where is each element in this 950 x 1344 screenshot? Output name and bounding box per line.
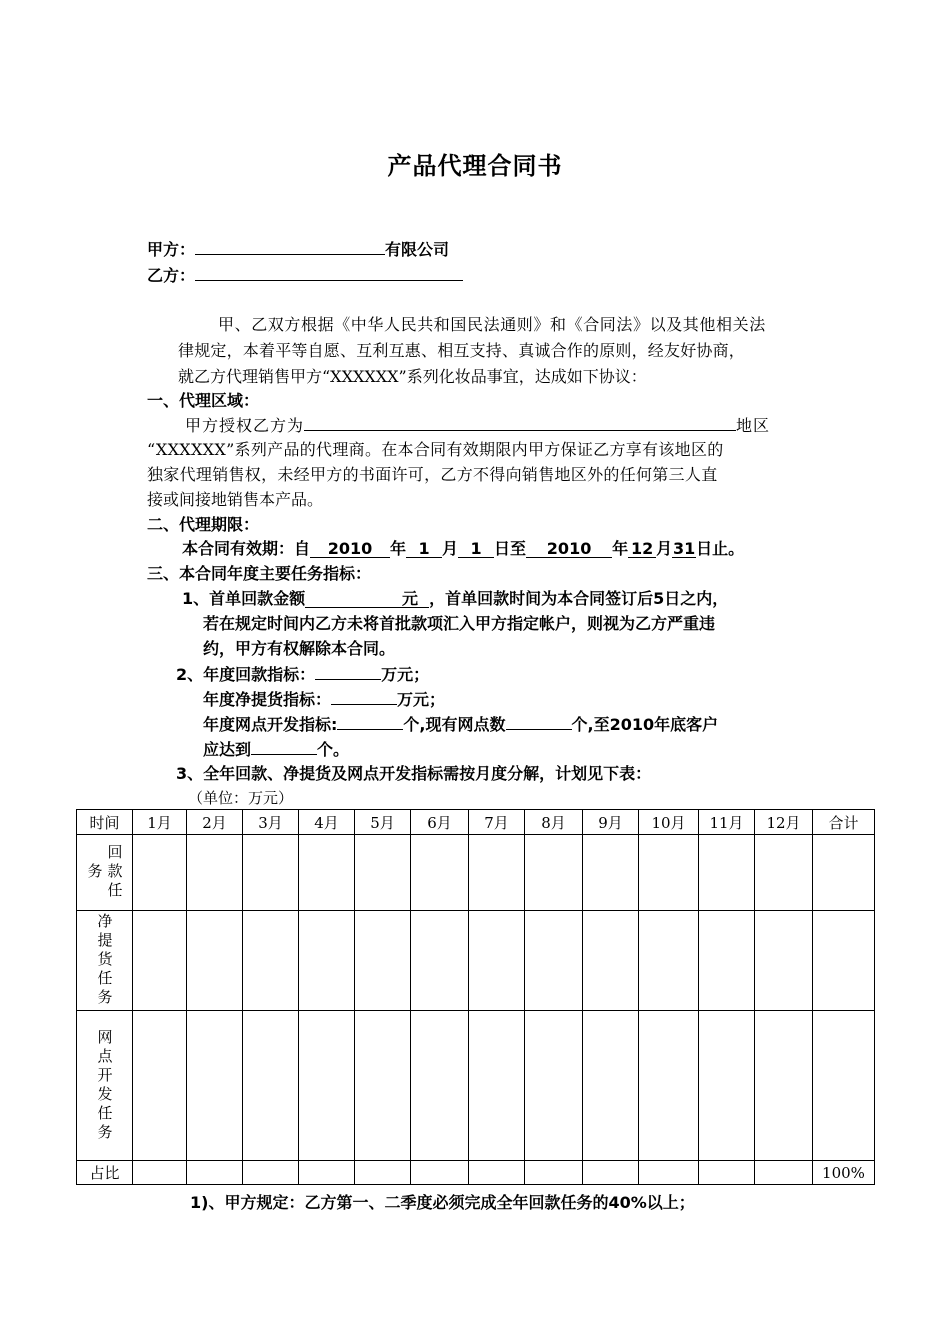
- table-cell[interactable]: [187, 1011, 243, 1161]
- table-cell[interactable]: [299, 911, 355, 1011]
- item1-line3: 约，甲方有权解除本合同。: [203, 639, 396, 658]
- header-month: 11月: [699, 810, 755, 835]
- item1-rest: ，首单回款时间为本合同签订后5日之内，: [429, 589, 729, 608]
- item2-line1: [176, 661, 429, 688]
- row-label: 占比: [77, 1161, 133, 1185]
- intro-line-1: 甲、乙双方根据《中华人民共和国民法通则》和《合同法》以及其他相关法: [218, 315, 766, 334]
- table-cell[interactable]: [355, 835, 411, 911]
- header-month: 10月: [639, 810, 699, 835]
- table-cell[interactable]: [813, 835, 875, 911]
- end-year[interactable]: 2010: [526, 539, 612, 558]
- party-b-line: [147, 262, 463, 289]
- row-label: [77, 1011, 133, 1161]
- header-month: 3月: [243, 810, 299, 835]
- table-cell[interactable]: [525, 911, 583, 1011]
- header-month: 9月: [583, 810, 639, 835]
- section1-heading: 一、代理区域：: [147, 391, 260, 410]
- party-a-label: 甲方：: [147, 240, 196, 259]
- row-label-text: 净提货任务: [95, 913, 114, 1008]
- item2-a-label: 2、年度回款指标：: [176, 665, 316, 684]
- table-cell[interactable]: [639, 1011, 699, 1161]
- table-cell[interactable]: [699, 1011, 755, 1161]
- section1-suffix: 地区: [736, 416, 771, 435]
- table-cell[interactable]: [299, 1161, 355, 1185]
- item2-line2: [203, 686, 445, 713]
- table-row: [77, 1161, 875, 1185]
- table-cell[interactable]: [187, 911, 243, 1011]
- end-year-label: 年: [612, 539, 629, 558]
- end-label: 日止。: [696, 539, 745, 558]
- start-month-label: 月: [442, 539, 459, 558]
- start-year-label: 年: [390, 539, 407, 558]
- item1-label: 1、首单回款金额: [182, 589, 306, 608]
- table-cell[interactable]: [355, 1011, 411, 1161]
- section1-prefix: 甲方授权乙方为: [185, 416, 305, 435]
- section1-line3: 独家代理销售权，未经甲方的书面许可，乙方不得向销售地区外的任何第三人直: [147, 465, 718, 484]
- end-day[interactable]: 31: [672, 539, 696, 558]
- item2-c-end: 个,至2010年底客户: [571, 715, 719, 734]
- table-cell[interactable]: [525, 835, 583, 911]
- table-cell[interactable]: [243, 835, 299, 911]
- region-blank[interactable]: [304, 412, 736, 431]
- table-cell[interactable]: [469, 1011, 525, 1161]
- table-cell[interactable]: [583, 911, 639, 1011]
- row-label-text: 网点开发任务: [95, 1028, 114, 1143]
- table-cell[interactable]: [639, 1161, 699, 1185]
- header-month: 8月: [525, 810, 583, 835]
- section1-line4: 接或间接地销售本产品。: [147, 490, 324, 509]
- item1-line2: 若在规定时间内乙方未将首批款项汇入甲方指定帐户，则视为乙方严重违: [203, 614, 716, 633]
- section2-heading: 二、代理期限：: [147, 515, 260, 534]
- monthly-plan-table: [76, 809, 875, 1185]
- party-a-blank[interactable]: [195, 236, 385, 255]
- table-cell[interactable]: [243, 1161, 299, 1185]
- table-cell[interactable]: [813, 911, 875, 1011]
- table-cell[interactable]: [699, 1161, 755, 1185]
- table-cell[interactable]: [355, 1161, 411, 1185]
- end-month[interactable]: 12: [628, 539, 656, 558]
- party-a-line: [147, 236, 449, 263]
- start-month[interactable]: 1: [406, 539, 442, 558]
- item1-line1: [182, 586, 728, 612]
- table-row: [77, 835, 875, 911]
- customer-target-blank[interactable]: [251, 736, 317, 755]
- net-pickup-blank[interactable]: [331, 686, 397, 705]
- row-label: [77, 911, 133, 1011]
- annual-payment-blank[interactable]: [315, 661, 381, 680]
- header-month: 12月: [755, 810, 813, 835]
- table-cell[interactable]: [411, 835, 469, 911]
- item2-line4: [203, 736, 349, 763]
- item3-line: 3、全年回款、净提货及网点开发指标需按月度分解，计划见下表：: [176, 764, 652, 783]
- header-month: 5月: [355, 810, 411, 835]
- table-row: [77, 911, 875, 1011]
- table-cell[interactable]: [525, 1011, 583, 1161]
- header-month: 7月: [469, 810, 525, 835]
- row-label: [77, 835, 133, 911]
- table-cell[interactable]: [133, 835, 187, 911]
- table-cell[interactable]: [639, 911, 699, 1011]
- section3-heading: 三、本合同年度主要任务指标：: [147, 564, 372, 583]
- table-header-row: [77, 810, 875, 835]
- table-cell[interactable]: [243, 1011, 299, 1161]
- term-prefix: 本合同有效期：自: [182, 539, 311, 558]
- outlet-target-blank[interactable]: [337, 711, 403, 730]
- party-a-suffix: 有限公司: [385, 240, 450, 259]
- section1-line2: “XXXXXX”系列产品的代理商。在本合同有效期限内甲方保证乙方享有该地区的: [147, 440, 724, 459]
- table-cell[interactable]: [299, 1011, 355, 1161]
- table-cell[interactable]: [133, 1161, 187, 1185]
- table-cell[interactable]: [583, 1161, 639, 1185]
- ratio-total: 100%: [813, 1161, 875, 1185]
- intro-line-3: 就乙方代理销售甲方“XXXXXX”系列化妆品事宜，达成如下协议：: [178, 367, 647, 386]
- end-month-label: 月: [656, 539, 673, 558]
- table-cell[interactable]: [525, 1161, 583, 1185]
- item2-line3: [203, 711, 718, 738]
- table-cell[interactable]: [813, 1011, 875, 1161]
- table-cell[interactable]: [755, 1161, 813, 1185]
- row-label-text: 回款任务: [85, 844, 124, 901]
- item2-b-unit: 万元；: [397, 690, 446, 709]
- table-cell[interactable]: [243, 911, 299, 1011]
- header-month: 6月: [411, 810, 469, 835]
- item1-unit: 元: [401, 589, 418, 608]
- header-month: 4月: [299, 810, 355, 835]
- table-cell[interactable]: [299, 835, 355, 911]
- day-to-label: 日至: [494, 539, 527, 558]
- table-cell[interactable]: [639, 835, 699, 911]
- table-cell[interactable]: [583, 835, 639, 911]
- item2-c-mid: 个,现有网点数: [403, 715, 506, 734]
- header-total: 合计: [813, 810, 875, 835]
- table-cell[interactable]: [583, 1011, 639, 1161]
- header-month: 2月: [187, 810, 243, 835]
- table-cell[interactable]: [133, 911, 187, 1011]
- intro-line-2: 律规定，本着平等自愿、互利互惠、相互支持、真诚合作的原则，经友好协商，: [178, 341, 746, 360]
- party-b-label: 乙方：: [147, 266, 196, 285]
- start-year[interactable]: 2010: [310, 539, 390, 558]
- existing-outlets-blank[interactable]: [506, 711, 572, 730]
- unit-note: （单位：万元）: [188, 789, 294, 807]
- party-b-blank[interactable]: [195, 262, 463, 281]
- table-cell[interactable]: [755, 1011, 813, 1161]
- term-line: [182, 536, 744, 562]
- table-cell[interactable]: [187, 1161, 243, 1185]
- table-cell[interactable]: [133, 1011, 187, 1161]
- table-row: [77, 1011, 875, 1161]
- item2-d-end: 个。: [317, 740, 350, 759]
- table-cell[interactable]: [187, 835, 243, 911]
- header-time: 时间: [77, 810, 133, 835]
- footer-note: 1)、甲方规定：乙方第一、二季度必须完成全年回款任务的40%以上；: [190, 1193, 695, 1212]
- table-cell[interactable]: [755, 911, 813, 1011]
- section1-line1: [185, 412, 770, 439]
- table-cell[interactable]: [699, 835, 755, 911]
- header-month: 1月: [133, 810, 187, 835]
- page-title: 产品代理合同书: [387, 152, 563, 180]
- table-cell[interactable]: [355, 911, 411, 1011]
- item2-c-label: 年度网点开发指标:: [203, 715, 338, 734]
- table-cell[interactable]: [469, 1161, 525, 1185]
- table-cell[interactable]: [469, 911, 525, 1011]
- item2-b-label: 年度净提货指标：: [203, 690, 332, 709]
- item2-a-unit: 万元；: [381, 665, 430, 684]
- first-payment-blank[interactable]: [305, 589, 429, 608]
- table-cell[interactable]: [411, 1161, 469, 1185]
- table-cell[interactable]: [411, 911, 469, 1011]
- item2-d-label: 应达到: [203, 740, 252, 759]
- table-cell[interactable]: [411, 1011, 469, 1161]
- table-cell[interactable]: [699, 911, 755, 1011]
- table-cell[interactable]: [755, 835, 813, 911]
- start-day[interactable]: 1: [458, 539, 494, 558]
- table-cell[interactable]: [469, 835, 525, 911]
